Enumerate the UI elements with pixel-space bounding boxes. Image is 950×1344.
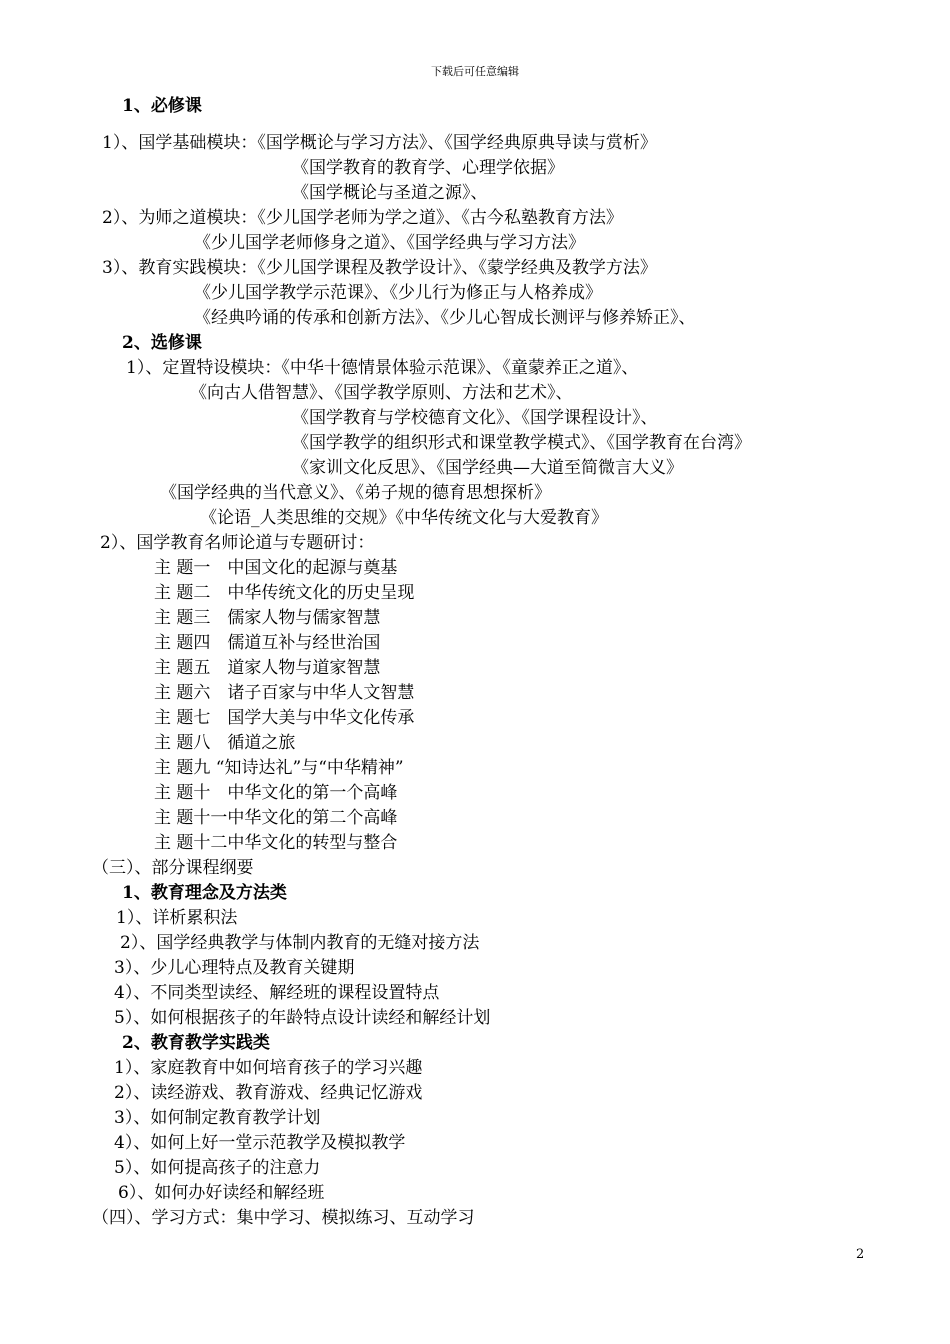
page-number: 2 <box>856 1247 865 1262</box>
text-line: 4）、不同类型读经、解经班的课程设置特点 <box>114 983 440 1003</box>
text-line: 《向古人借智慧》、《国学教学原则、方法和艺术》、 <box>190 383 573 403</box>
text-line: 《国学教学的组织形式和课堂教学模式》、《国学教育在台湾》 <box>292 433 751 453</box>
text-line: 2）、为师之道模块：《少儿国学老师为学之道》、《古今私塾教育方法》 <box>102 208 623 228</box>
section-heading: 1、必修课 <box>122 96 202 116</box>
text-line: 5）、如何提高孩子的注意力 <box>114 1158 321 1178</box>
text-line: （三）、部分课程纲要 <box>92 858 254 878</box>
text-line: 主 题十一中华文化的第二个高峰 <box>154 808 398 828</box>
text-line: 3）、少儿心理特点及教育关键期 <box>114 958 355 978</box>
text-line: 3）、教育实践模块：《少儿国学课程及教学设计》、《蒙学经典及教学方法》 <box>102 258 657 278</box>
text-line: 2）、国学教育名师论道与专题研讨： <box>100 533 375 553</box>
text-line: 1）、详析累积法 <box>116 908 238 928</box>
text-line: 2）、国学经典教学与体制内教育的无缝对接方法 <box>120 933 480 953</box>
text-line: 1）、定置特设模块：《中华十德情景体验示范课》、《童蒙养正之道》、 <box>126 358 639 378</box>
section-heading: 2、教育教学实践类 <box>122 1033 270 1053</box>
text-line: 主 题三 儒家人物与儒家智慧 <box>154 608 381 628</box>
text-line: 主 题八 循道之旅 <box>154 733 296 753</box>
text-line: 5）、如何根据孩子的年龄特点设计读经和解经计划 <box>114 1008 491 1028</box>
section-heading: 2、选修课 <box>122 333 202 353</box>
text-line: 主 题五 道家人物与道家智慧 <box>154 658 381 678</box>
text-line: （四）、学习方式：集中学习、模拟练习、互动学习 <box>92 1208 475 1228</box>
text-line: 《国学教育与学校德育文化》、《国学课程设计》、 <box>292 408 658 428</box>
text-line: 主 题七 国学大美与中华文化传承 <box>154 708 415 728</box>
text-line: 《经典吟诵的传承和创新方法》、《少儿心智成长测评与修养矫正》、 <box>194 308 696 328</box>
text-line: 6）、如何办好读经和解经班 <box>118 1183 325 1203</box>
text-line: 1）、国学基础模块：《国学概论与学习方法》、《国学经典原典导读与赏析》 <box>102 133 657 153</box>
text-line: 主 题十 中华文化的第一个高峰 <box>154 783 398 803</box>
text-line: 主 题四 儒道互补与经世治国 <box>154 633 381 653</box>
text-line: 《家训文化反思》、《国学经典—大道至简微言大义》 <box>292 458 683 478</box>
text-line: 《国学教育的教育学、心理学依据》 <box>292 158 564 178</box>
text-line: 4）、如何上好一堂示范教学及模拟教学 <box>114 1133 406 1153</box>
text-line: 《国学经典的当代意义》、《弟子规的德育思想探析》 <box>160 483 551 503</box>
text-line: 主 题十二中华文化的转型与整合 <box>154 833 398 853</box>
header-note: 下载后可任意编辑 <box>431 65 519 78</box>
text-line: 《论语_人类思维的交规》《中华传统文化与大爱教育》 <box>200 508 608 528</box>
text-line: 3）、如何制定教育教学计划 <box>114 1108 321 1128</box>
text-line: 《少儿国学老师修身之道》、《国学经典与学习方法》 <box>194 233 585 253</box>
text-line: 主 题九 “知诗达礼”与“中华精神” <box>154 758 404 778</box>
text-line: 主 题六 诸子百家与中华人文智慧 <box>154 683 415 703</box>
text-line: 主 题二 中华传统文化的历史呈现 <box>154 583 415 603</box>
text-line: 2）、读经游戏、教育游戏、经典记忆游戏 <box>114 1083 423 1103</box>
text-line: 《少儿国学教学示范课》、《少儿行为修正与人格养成》 <box>194 283 602 303</box>
text-line: 主 题一 中国文化的起源与奠基 <box>154 558 398 578</box>
section-heading: 1、教育理念及方法类 <box>122 883 287 903</box>
text-line: 《国学概论与圣道之源》、 <box>292 183 488 203</box>
text-line: 1）、家庭教育中如何培育孩子的学习兴趣 <box>114 1058 423 1078</box>
